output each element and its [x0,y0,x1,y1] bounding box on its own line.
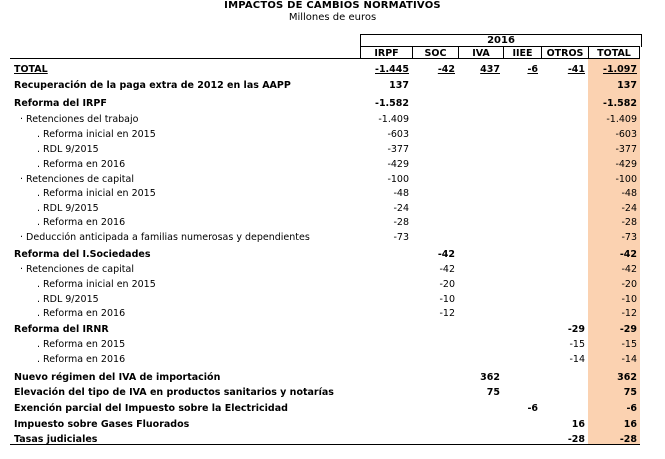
cell-otros: 16 [571,419,585,430]
cell-irpf: -24 [393,203,409,214]
table-row [10,385,642,401]
table-row [10,370,642,386]
row-label: Impuesto sobre Gases Fluorados [14,419,190,430]
cell-irpf: -429 [387,159,409,170]
row-label: Reforma del I.Sociedades [14,249,151,260]
table-row [10,262,642,278]
cell-soc: -42 [437,249,455,260]
table-row [10,96,642,112]
cell-total: -603 [615,129,637,140]
cell-irpf: -377 [387,144,409,155]
cell-iva: 362 [480,372,500,383]
row-label: TOTAL [14,64,48,75]
row-label: Tasas judiciales [14,434,98,445]
cell-total: -48 [621,188,637,199]
table-row [10,337,642,353]
cell-irpf: -1.409 [378,114,409,125]
cell-total: -73 [621,232,637,243]
table-row [10,215,642,231]
cell-total: -100 [615,174,637,185]
cell-otros: -29 [567,324,585,335]
table-subtitle: Millones de euros [288,12,377,23]
cell-irpf: -48 [393,188,409,199]
table-row [10,247,642,263]
table-row [10,306,642,322]
year-header: 2016 [360,34,642,47]
row-label: . RDL 9/2015 [37,144,99,155]
table-row [10,157,642,173]
column-header-soc: SOC [412,46,458,59]
cell-total: -10 [621,294,637,305]
table-row [10,230,642,246]
cell-iva: 75 [486,387,500,398]
cell-total: 137 [617,80,637,91]
row-label: · Retenciones de capital [20,264,134,275]
column-header-otros: OTROS [541,46,588,59]
table-row [10,432,642,448]
table-row [10,78,642,94]
cell-irpf: -603 [387,129,409,140]
cell-total: -15 [621,339,637,350]
row-label: . Reforma inicial en 2015 [37,188,156,199]
row-label: Elevación del tipo de IVA en productos sanitarios y notarías [14,387,334,398]
cell-total: -42 [619,249,637,260]
row-label: . Reforma inicial en 2015 [37,129,156,140]
row-label: Recuperación de la paga extra de 2012 en las AAPP [14,80,291,91]
cell-total: -1.409 [606,114,637,125]
row-label: . Reforma en 2016 [37,159,126,170]
table-row [10,142,642,158]
cell-irpf: -1.445 [375,64,409,75]
cell-iiee: -6 [527,403,538,414]
cell-soc: -42 [439,264,455,275]
cell-otros: -28 [567,434,585,445]
table-row [10,322,642,338]
table-row [10,401,642,417]
cell-total: -1.582 [603,98,637,109]
cell-total: 16 [623,419,637,430]
cell-total: -42 [621,264,637,275]
cell-total: 362 [617,372,637,383]
cell-otros: -14 [569,354,585,365]
row-label: . Reforma en 2016 [37,354,126,365]
cell-total: -29 [619,324,637,335]
cell-soc: -12 [439,308,455,319]
column-header-total: TOTAL [588,46,640,59]
table-bottom-rule [10,444,640,445]
row-label: . Reforma inicial en 2015 [37,279,156,290]
cell-irpf: -73 [393,232,409,243]
cell-total: -429 [615,159,637,170]
row-label: . Reforma en 2015 [37,339,126,350]
cell-total: -1.097 [603,64,637,75]
cell-total: -12 [621,308,637,319]
cell-soc: -10 [439,294,455,305]
cell-total: -6 [626,403,637,414]
table-title: IMPACTOS DE CAMBIOS NORMATIVOS [224,0,441,11]
cell-irpf: -1.582 [375,98,409,109]
cell-total: 75 [623,387,637,398]
cell-soc: -42 [437,64,455,75]
header-divider [10,58,640,59]
row-label: Reforma del IRNR [14,324,109,335]
cell-irpf: -28 [393,217,409,228]
cell-total: -20 [621,279,637,290]
cell-total: -28 [619,434,637,445]
row-label: Reforma del IRPF [14,98,107,109]
cell-irpf: -100 [387,174,409,185]
cell-total: -28 [621,217,637,228]
row-label: · Deducción anticipada a familias numerosas y dependientes [20,232,310,243]
row-label: . RDL 9/2015 [37,203,99,214]
table-row [10,62,642,78]
row-label: . RDL 9/2015 [37,294,99,305]
row-label: . Reforma en 2016 [37,308,126,319]
cell-otros: -41 [567,64,585,75]
cell-irpf: 137 [389,80,409,91]
row-label: · Retenciones de capital [20,174,134,185]
table-row [10,277,642,293]
table-row [10,186,642,202]
table-row [10,417,642,433]
table-row [10,112,642,128]
cell-total: -14 [621,354,637,365]
column-header-iiee: IIEE [503,46,541,59]
column-header-irpf: IRPF [360,46,412,59]
row-label: · Retenciones del trabajo [20,114,139,125]
column-header-iva: IVA [458,46,503,59]
row-label: Exención parcial del Impuesto sobre la Electricidad [14,403,288,414]
cell-otros: -15 [569,339,585,350]
cell-iva: 437 [480,64,500,75]
row-label: . Reforma en 2016 [37,217,126,228]
row-label: Nuevo régimen del IVA de importación [14,372,221,383]
table-row [10,352,642,368]
cell-soc: -20 [439,279,455,290]
table-row [10,127,642,143]
cell-iiee: -6 [527,64,538,75]
cell-total: -377 [615,144,637,155]
cell-total: -24 [621,203,637,214]
